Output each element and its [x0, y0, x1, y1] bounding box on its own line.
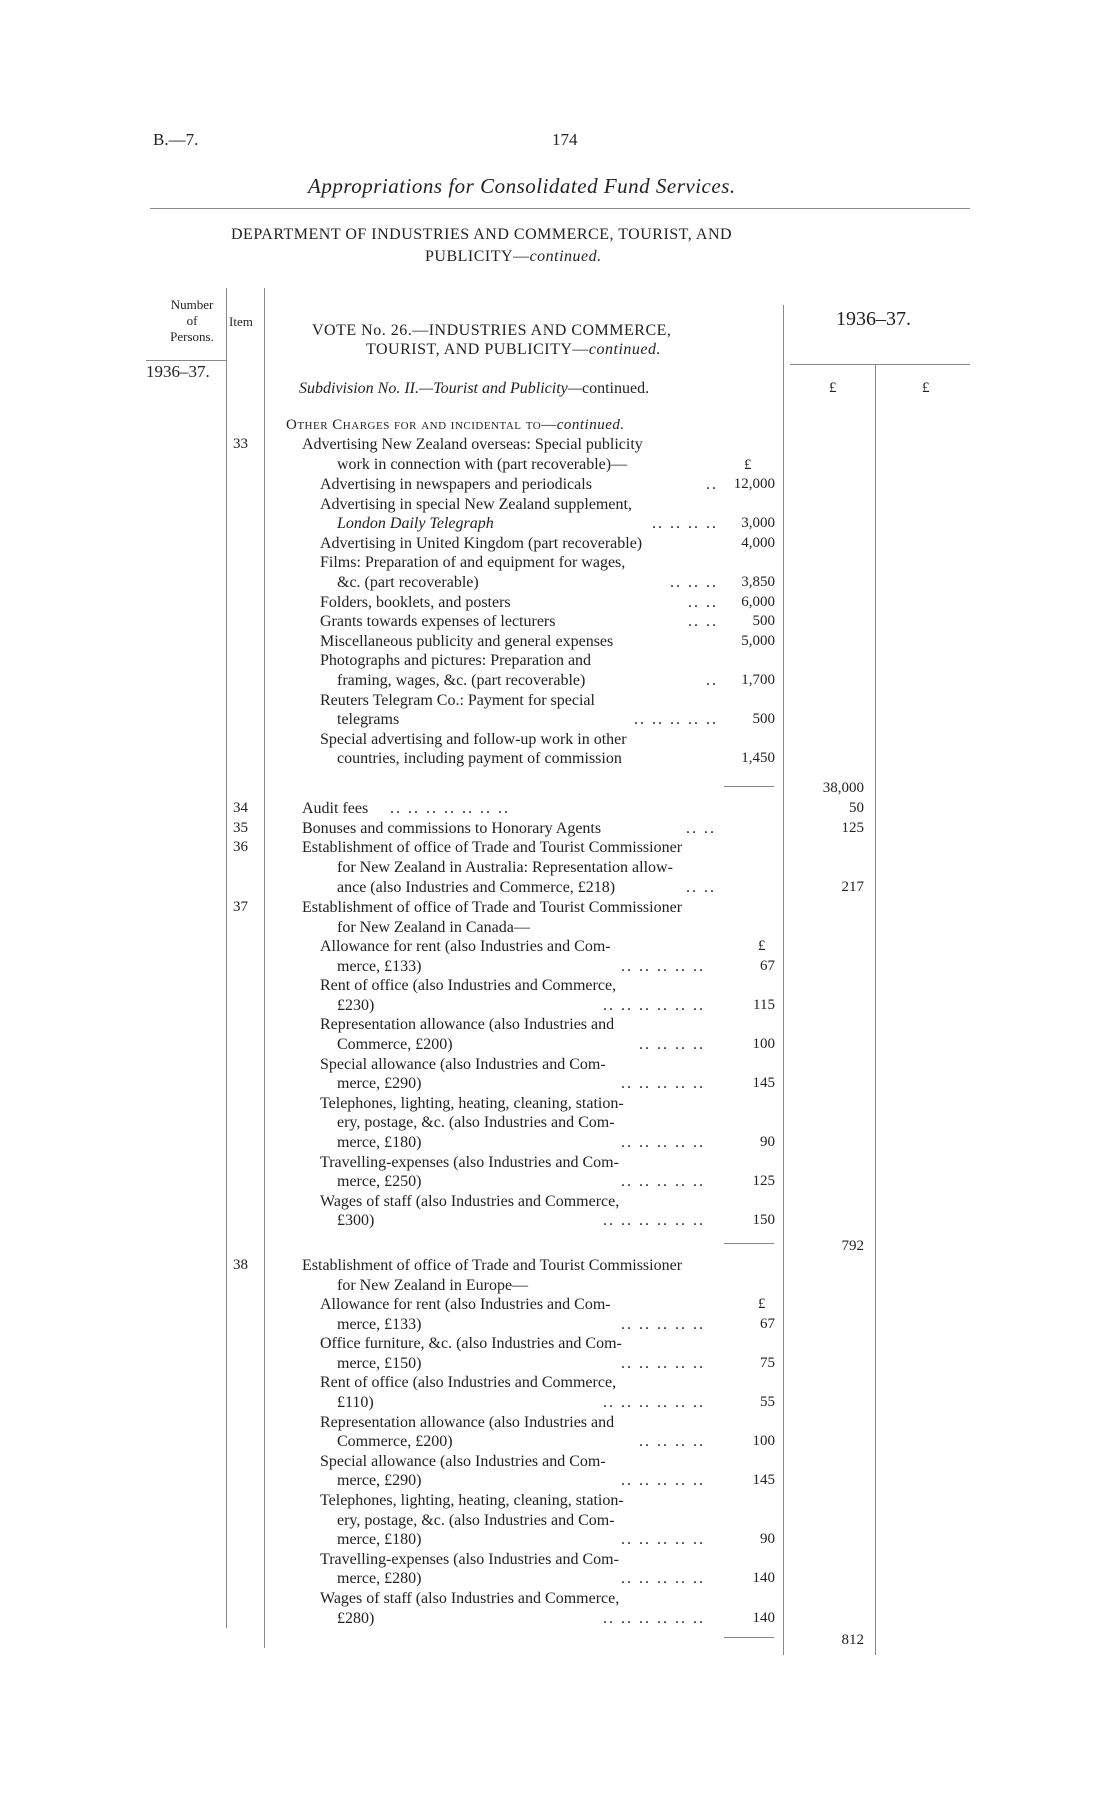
item-37-number: 37 — [233, 899, 248, 915]
item-37-entry-text: ery, postage, &c. (also Industries and Com- — [337, 1114, 615, 1132]
item-38-entry-text: Special allowance (also Industries and Com- — [320, 1452, 606, 1470]
item-37-entry-text: Commerce, £200) — [337, 1036, 453, 1053]
other-charges-heading: Other Charges for and incidental to—continued. — [286, 417, 625, 433]
item-33-amount: 4,000 — [741, 534, 775, 551]
item-37-entry-text: £300) — [337, 1212, 375, 1230]
item-38-entry-amount: 145 — [752, 1472, 775, 1489]
item-37-entry-leader: .. .. .. .. .. — [621, 1173, 705, 1191]
item-35-leader: .. .. — [686, 820, 716, 837]
item-35-total: 125 — [841, 820, 864, 836]
subdivision-title: Subdivision No. II.—Tourist and Publicity—continued. — [299, 380, 650, 397]
item-35-number: 35 — [233, 820, 248, 836]
item-38-entry-leader: .. .. .. .. .. — [621, 1531, 705, 1549]
item-33-amount: 3,000 — [741, 515, 775, 532]
item-36-leader: .. .. — [686, 879, 716, 896]
item-33-line: Films: Preparation of and equipment for wages, — [320, 554, 626, 572]
item-37-entry-leader: .. .. .. .. .. — [621, 1134, 705, 1151]
item-38-entry-text: merce, £133) — [337, 1315, 422, 1333]
item-33-line: framing, wages, &c. (part recoverable) — [337, 672, 586, 689]
item-34-text: Audit fees — [302, 800, 369, 817]
item-37-entry-amount: 150 — [752, 1212, 775, 1229]
page-ref: B.—7. — [153, 130, 199, 149]
item-33-leader: .. .. — [688, 613, 718, 631]
item-33-amount: 1,700 — [741, 672, 775, 688]
vote-title: VOTE No. 26.—INDUSTRIES AND COMMERCE, — [312, 322, 672, 339]
item-37-entry-amount: 100 — [752, 1036, 775, 1052]
pound-sign-2: £ — [922, 380, 930, 396]
item-33-leader: .. — [706, 672, 718, 689]
vote-title-2: TOURIST, AND PUBLICITY—continued. — [366, 341, 662, 358]
item-37-entry-text: merce, £290) — [337, 1075, 422, 1093]
item-38-entry-text: Office furniture, &c. (also Industries and Com- — [320, 1335, 622, 1353]
item-33-line: Special advertising and follow-up work in other — [320, 730, 627, 748]
item-33-line: Advertising in newspapers and periodicals — [320, 476, 592, 493]
page-number: 174 — [552, 130, 578, 149]
item-38-entry-leader: .. .. .. .. .. — [621, 1472, 705, 1490]
item-36-line-3: ance (also Industries and Commerce, £218) — [337, 879, 616, 896]
item-33-line: Advertising in United Kingdom (part recoverable) — [320, 534, 643, 552]
item-33-leader: .. .. — [688, 593, 718, 611]
item-37-entry-leader: .. .. .. .. .. .. — [603, 1212, 705, 1230]
item-33-leader: .. — [706, 476, 718, 493]
item-33-line: London Daily Telegraph — [337, 515, 494, 533]
item-38-pound: £ — [758, 1296, 766, 1312]
item-38-entry-text: Representation allowance (also Industries and — [320, 1413, 615, 1431]
item-36-line-2: for New Zealand in Australia: Representation allow- — [337, 859, 673, 876]
item-33-line: Miscellaneous publicity and general expenses — [320, 632, 614, 650]
item-33-amount: 5,000 — [741, 632, 775, 649]
item-38-entry-amount: 90 — [760, 1531, 775, 1548]
year-column-heading: 1936–37. — [836, 308, 911, 330]
item-38-entry-text: Allowance for rent (also Industries and Com- — [320, 1296, 611, 1313]
item-38-entry-text: £280) — [337, 1609, 375, 1627]
item-34-leader: .. .. .. .. .. .. .. — [390, 800, 510, 817]
item-34-number: 34 — [233, 800, 248, 816]
item-38-total: 812 — [841, 1632, 864, 1648]
item-37-entry-text: Rent of office (also Industries and Commerce, — [320, 977, 617, 995]
item-37-entry-text: Telephones, lighting, heating, cleaning, station- — [320, 1094, 624, 1112]
item-33-number: 33 — [233, 436, 248, 452]
item-33-leader: .. .. .. .. .. — [634, 711, 718, 729]
item-38-line-1: Establishment of office of Trade and Tourist Commissioner — [302, 1257, 683, 1274]
item-38-entry-text: merce, £290) — [337, 1472, 422, 1490]
item-37-entry-text: Wages of staff (also Industries and Commerce, — [320, 1192, 620, 1210]
item-38-entry-text: ery, postage, &c. (also Industries and Com- — [337, 1511, 615, 1529]
item-38-number: 38 — [233, 1257, 248, 1273]
item-37-total: 792 — [841, 1238, 864, 1254]
item-37-entry-text: Special allowance (also Industries and Com- — [320, 1055, 606, 1073]
item-33-line: Photographs and pictures: Preparation and — [320, 652, 592, 670]
item-33-amount: 6,000 — [741, 593, 775, 610]
item-37-entry-text: merce, £180) — [337, 1134, 422, 1151]
pound-sign-1: £ — [829, 380, 837, 396]
item-33-line: Folders, booklets, and posters — [320, 593, 511, 611]
item-34-total: 50 — [849, 800, 864, 816]
item-36-total: 217 — [841, 879, 864, 895]
item-38-entry-amount: 100 — [752, 1433, 775, 1450]
item-38-entry-leader: .. .. .. .. .. — [621, 1354, 705, 1372]
item-33-line: &c. (part recoverable) — [337, 574, 479, 591]
item-37-entry-amount: 145 — [752, 1075, 775, 1092]
item-37-entry-amount: 115 — [753, 996, 775, 1013]
item-33-pound: £ — [744, 457, 752, 473]
item-37-entry-amount: 90 — [760, 1134, 775, 1150]
item-33-line: Reuters Telegram Co.: Payment for special — [320, 691, 595, 709]
item-33-leader: .. .. .. — [670, 574, 718, 591]
persons-column-heading: Number of Persons. — [170, 297, 214, 344]
item-38-entry-text: merce, £280) — [337, 1570, 422, 1588]
item-38-entry-leader: .. .. .. .. .. .. — [603, 1609, 705, 1627]
item-33-line: telegrams — [337, 711, 400, 729]
department-heading: DEPARTMENT OF INDUSTRIES AND COMMERCE, TOURIST, AND — [231, 226, 733, 243]
item-38-entry-text: £110) — [337, 1394, 374, 1411]
item-36-line-1: Establishment of office of Trade and Tourist Commissioner — [302, 839, 683, 856]
item-38-entry-amount: 75 — [760, 1354, 775, 1371]
item-33-amount: 12,000 — [733, 476, 775, 492]
item-38-entry-leader: .. .. .. .. .. — [621, 1570, 705, 1588]
item-37-entry-amount: 67 — [760, 957, 775, 974]
item-column-heading: Item — [229, 314, 253, 329]
item-33-amount: 500 — [752, 613, 775, 630]
item-35-text: Bonuses and commissions to Honorary Agents — [302, 820, 602, 837]
item-37-entry-leader: .. .. .. .. — [639, 1036, 705, 1053]
item-33-heading-2: work in connection with (part recoverable)— — [337, 456, 628, 473]
item-38-entry-text: merce, £150) — [337, 1354, 422, 1372]
item-37-entry-leader: .. .. .. .. .. — [621, 957, 705, 975]
item-38-entry-text: Travelling-expenses (also Industries and Com- — [320, 1550, 619, 1568]
persons-year: 1936–37. — [146, 362, 210, 381]
item-38-entry-amount: 140 — [752, 1609, 775, 1626]
item-38-line-2: for New Zealand in Europe— — [337, 1277, 529, 1294]
item-33-line: Grants towards expenses of lecturers — [320, 613, 556, 631]
item-37-entry-text: Travelling-expenses (also Industries and Com- — [320, 1153, 619, 1171]
item-33-line: Advertising in special New Zealand supplement, — [320, 495, 632, 513]
item-33-total: 38,000 — [822, 780, 864, 796]
item-37-entry-leader: .. .. .. .. .. — [621, 1075, 705, 1093]
item-33-amount: 1,450 — [741, 750, 775, 767]
item-37-entry-amount: 125 — [752, 1173, 775, 1190]
item-38-entry-amount: 140 — [752, 1570, 775, 1587]
item-38-entry-amount: 55 — [760, 1394, 775, 1410]
item-37-pound: £ — [758, 938, 766, 954]
item-38-entry-text: merce, £180) — [337, 1531, 422, 1549]
item-38-entry-text: Rent of office (also Industries and Commerce, — [320, 1374, 617, 1392]
item-37-entry-text: merce, £250) — [337, 1173, 422, 1191]
item-37-entry-leader: .. .. .. .. .. .. — [603, 996, 705, 1014]
item-33-amount: 500 — [752, 711, 775, 728]
item-38-entry-text: Wages of staff (also Industries and Commerce, — [320, 1590, 620, 1607]
item-38-entry-leader: .. .. .. .. .. .. — [603, 1394, 705, 1411]
item-33-heading: Advertising New Zealand overseas: Special publicity — [302, 436, 643, 453]
item-38-entry-amount: 67 — [760, 1315, 775, 1332]
item-38-entry-text: Telephones, lighting, heating, cleaning, station- — [320, 1492, 624, 1509]
item-37-line-2: for New Zealand in Canada— — [337, 919, 530, 936]
item-33-line: countries, including payment of commission — [337, 750, 622, 768]
item-36-number: 36 — [233, 839, 248, 855]
item-33-leader: .. .. .. .. — [652, 515, 718, 533]
item-37-line-1: Establishment of office of Trade and Tourist Commissioner — [302, 899, 683, 916]
item-38-entry-text: Commerce, £200) — [337, 1433, 453, 1451]
item-38-entry-leader: .. .. .. .. .. — [621, 1315, 705, 1333]
item-33-amount: 3,850 — [741, 574, 775, 590]
item-37-entry-text: merce, £133) — [337, 957, 422, 975]
department-heading-2: PUBLICITY—continued. — [425, 248, 602, 265]
main-heading: Appropriations for Consolidated Fund Services. — [308, 174, 736, 198]
item-38-entry-leader: .. .. .. .. — [639, 1433, 705, 1451]
item-37-entry-text: Allowance for rent (also Industries and Com- — [320, 938, 611, 955]
item-37-entry-text: Representation allowance (also Industries and — [320, 1016, 615, 1034]
item-37-entry-text: £230) — [337, 996, 375, 1014]
